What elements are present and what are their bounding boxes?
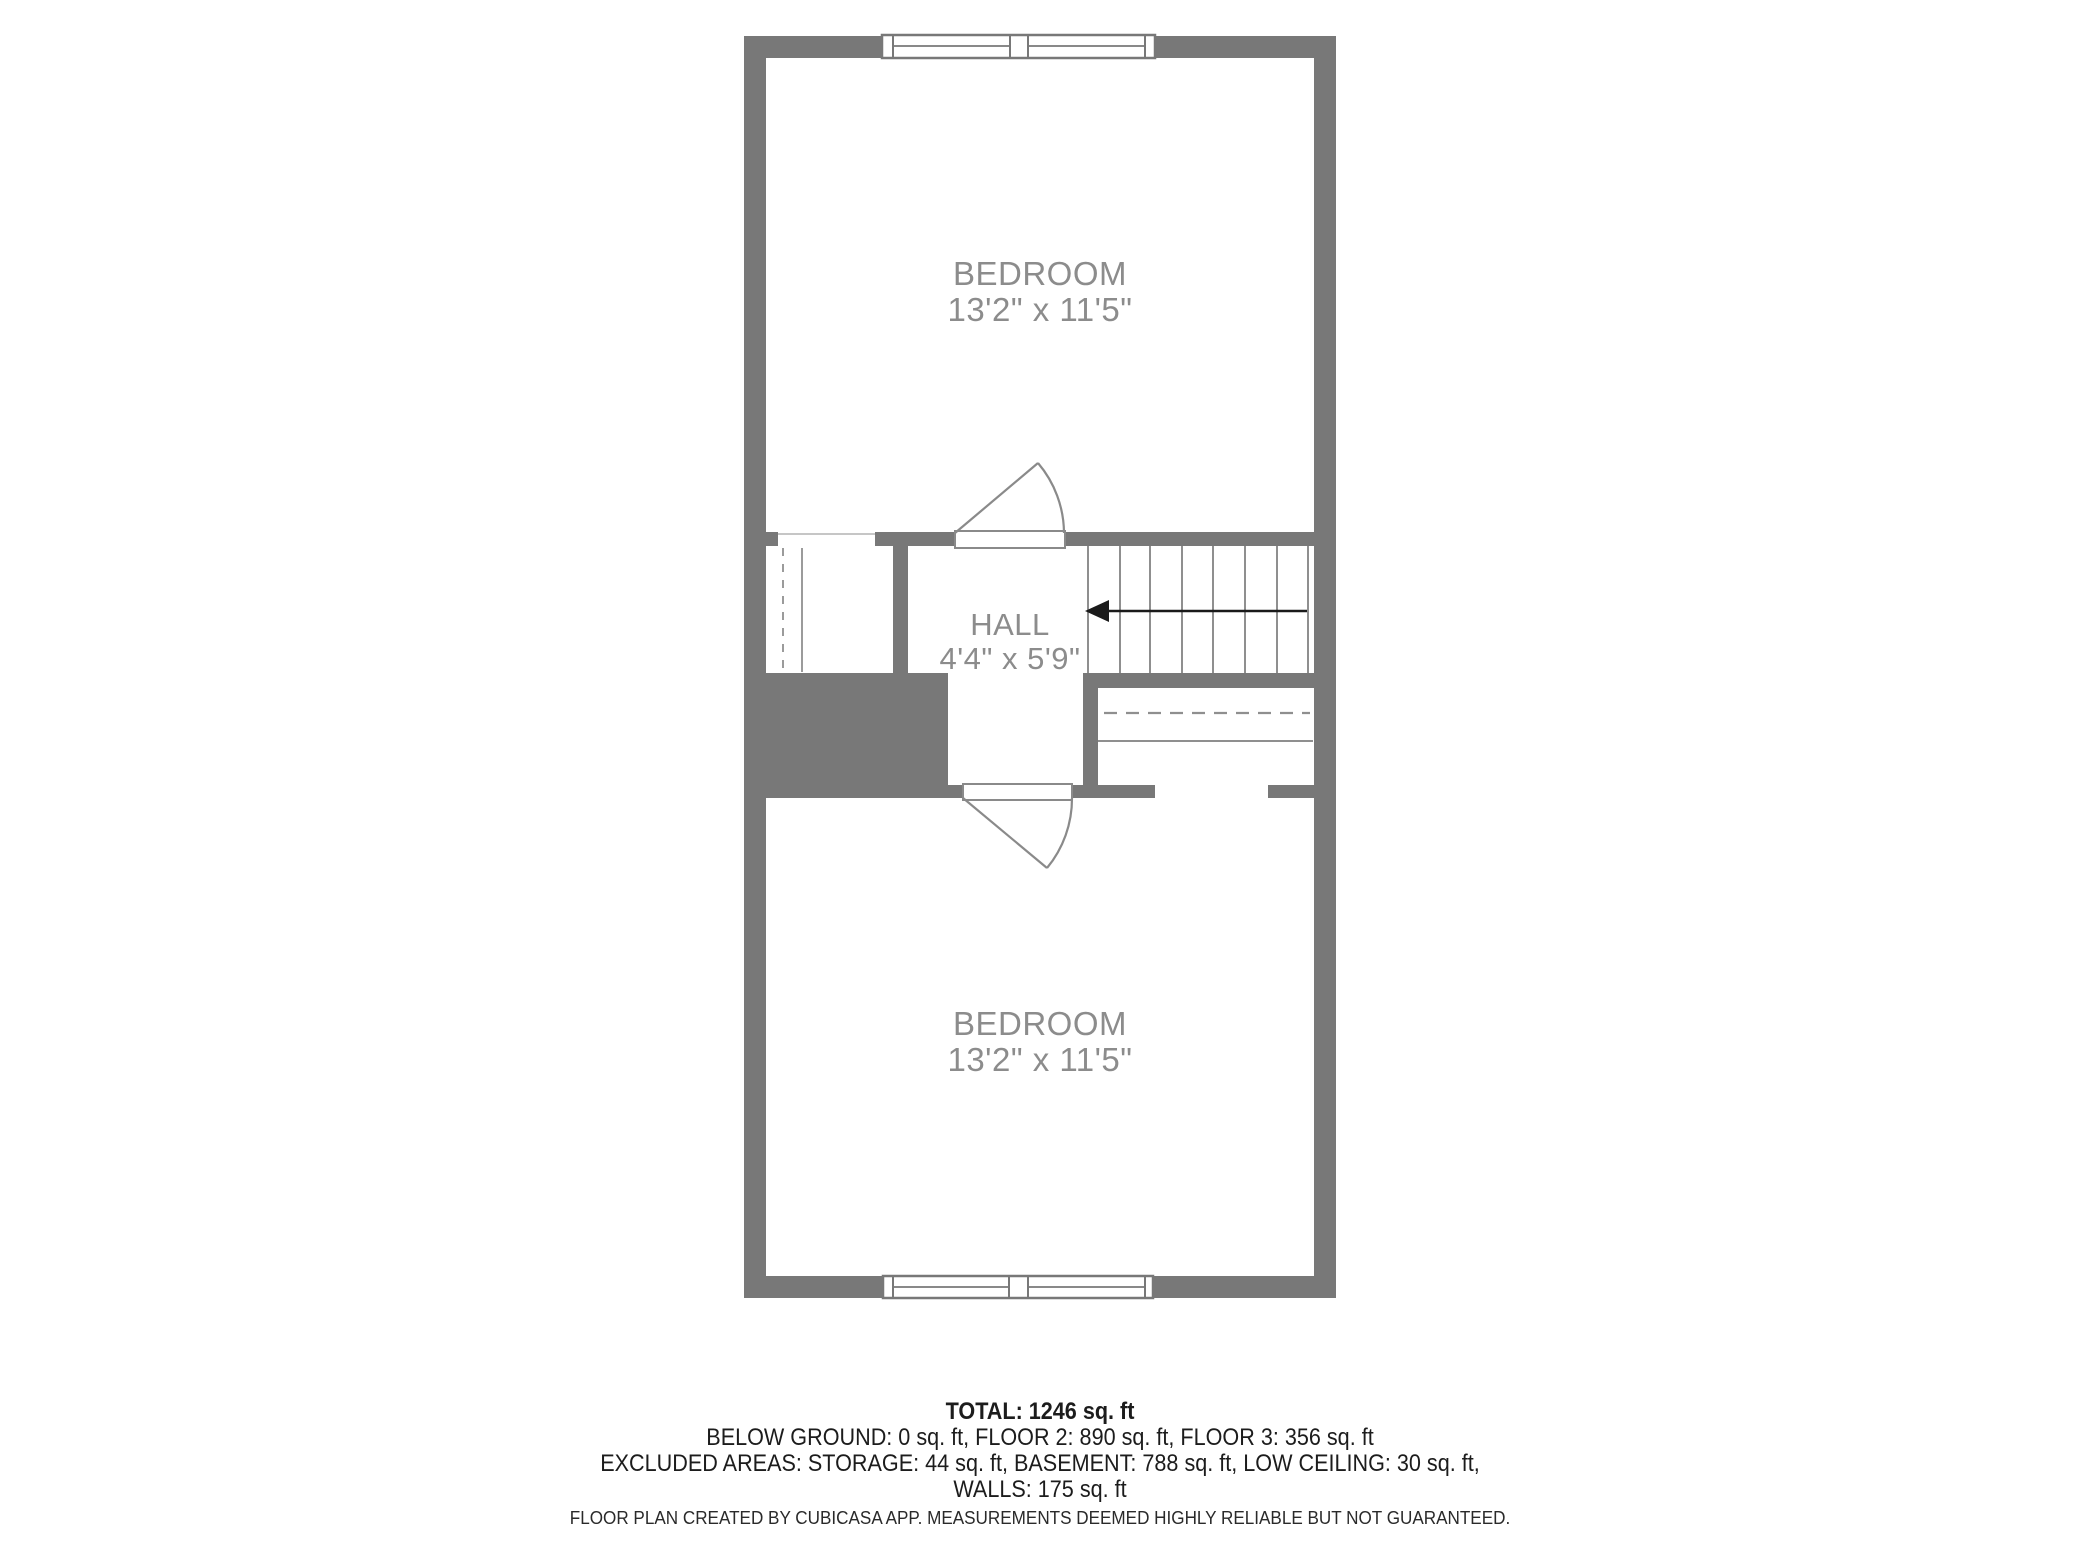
room-name: BEDROOM (952, 255, 1127, 292)
area-summary (0, 1399, 2080, 1503)
wall-hall-right (1083, 688, 1098, 798)
wall-bed2-a (948, 785, 963, 798)
door-top-panel-line (955, 463, 1038, 533)
wall-bed1-b (875, 532, 955, 546)
door-bottom-panel-line (963, 798, 1047, 868)
total-area: TOTAL: 1246 sq. ft (945, 1398, 1135, 1425)
door-bottom-leaf (963, 784, 1072, 800)
under-stairs-area (1098, 713, 1313, 741)
window-top (882, 35, 1155, 58)
door-top-leaf (955, 531, 1065, 548)
wall-bed1-c (1065, 532, 1314, 546)
window-bottom (883, 1276, 1153, 1298)
wall-bottom-left (744, 1276, 883, 1298)
room-name: HALL (970, 607, 1050, 642)
door-top-swing-arc (1038, 463, 1064, 533)
wall-bed2-b (1072, 785, 1155, 798)
room-name: BEDROOM (952, 1005, 1127, 1042)
closet-lines (783, 548, 802, 672)
excluded-areas: EXCLUDED AREAS: STORAGE: 44 sq. ft, BASEMENT: 788 sq. ft, LOW CEILING: 30 sq. ft, (600, 1450, 1480, 1477)
room-label-bedroom-bottom (840, 1006, 1240, 1078)
wall-top-right (1155, 36, 1336, 58)
wall-right (1314, 36, 1336, 1298)
door-bottom-swing-arc (1047, 798, 1072, 868)
wall-bed1-a (744, 532, 778, 546)
walls-area: WALLS: 175 sq. ft (953, 1476, 1127, 1503)
disclaimer-text: FLOOR PLAN CREATED BY CUBICASA APP. MEASUREMENTS DEEMED HIGHLY RELIABLE BUT NOT GUARANTEED. (569, 1508, 1511, 1528)
wall-left (744, 36, 766, 1298)
room-dimensions: 13'2" x 11'5" (947, 291, 1133, 328)
room-dimensions: 13'2" x 11'5" (947, 1041, 1133, 1078)
wall-bed2-c (1268, 785, 1314, 798)
door-bottom-bedroom (963, 784, 1072, 868)
room-dimensions: 4'4" x 5'9" (939, 641, 1081, 676)
room-label-bedroom-top (840, 256, 1240, 328)
room-label-hall (810, 608, 1210, 676)
wall-block (744, 673, 948, 798)
door-top-bedroom (955, 463, 1065, 548)
floor-areas: BELOW GROUND: 0 sq. ft, FLOOR 2: 890 sq. ft, FLOOR 3: 356 sq. ft (706, 1424, 1374, 1451)
wall-bottom-right (1153, 1276, 1336, 1298)
